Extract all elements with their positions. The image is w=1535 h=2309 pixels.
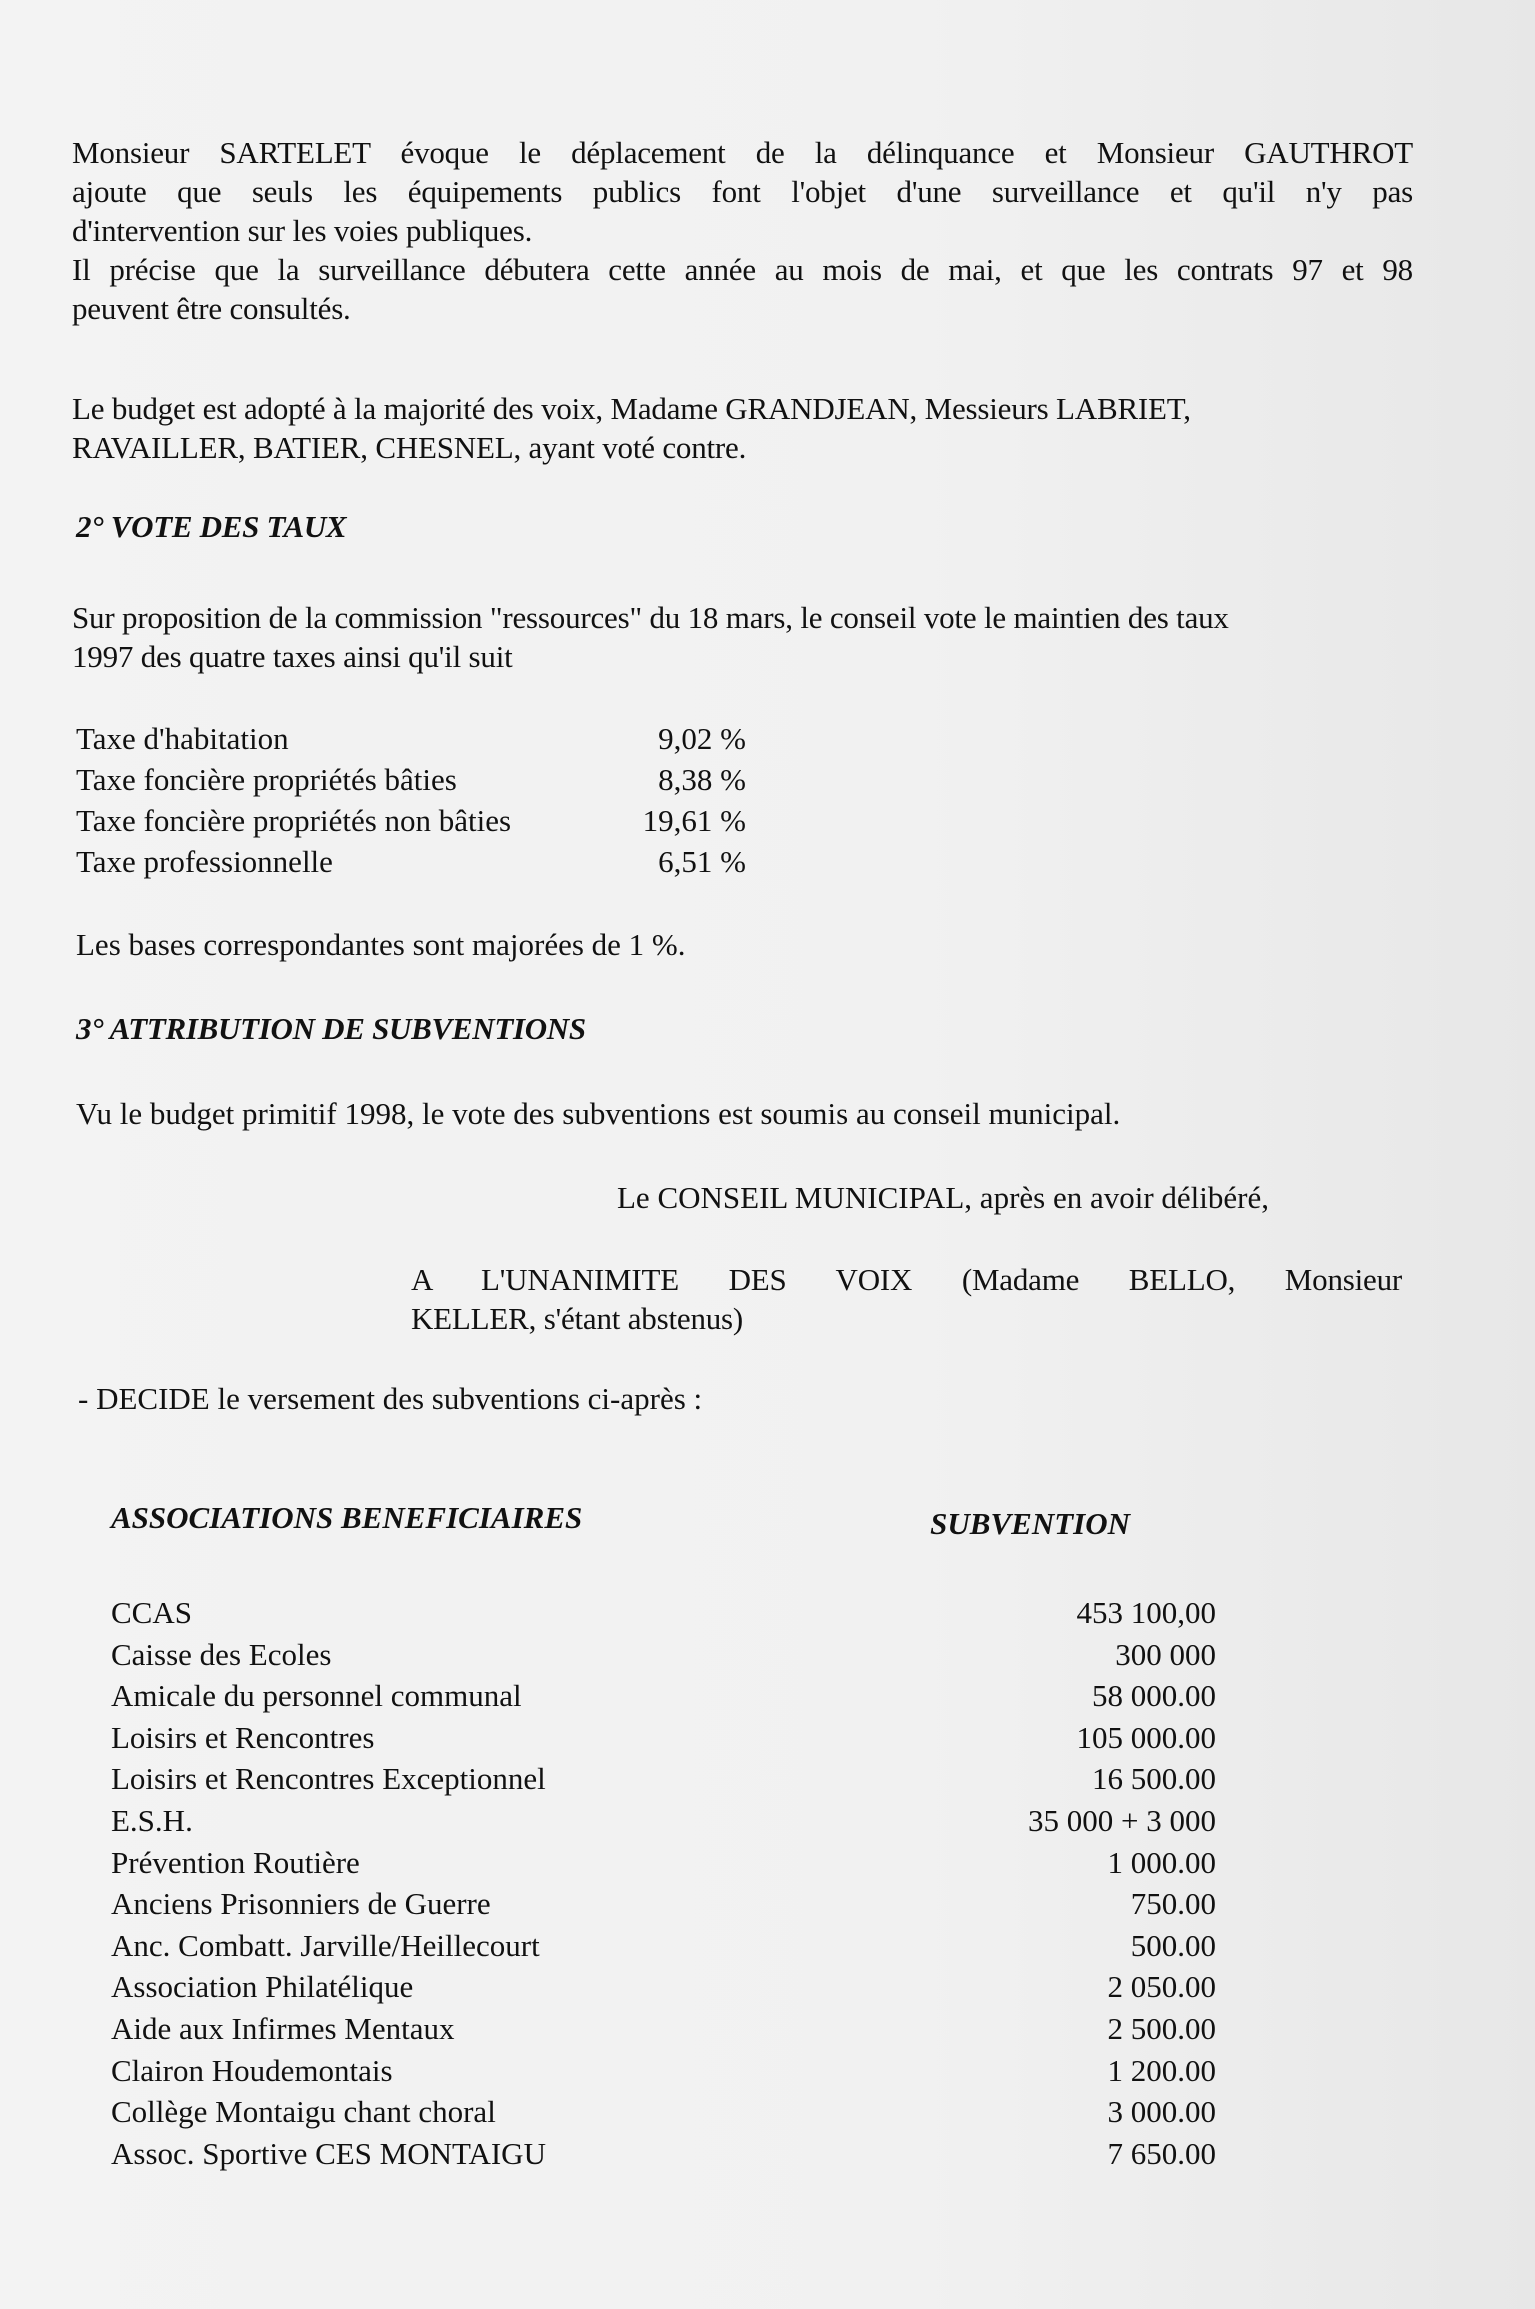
text-line: KELLER, s'étant abstenus) xyxy=(411,1301,744,1336)
column-header-associations: ASSOCIATIONS BENEFICIAIRES xyxy=(111,1500,583,1535)
tax-rate: 9,02 % xyxy=(658,721,746,756)
subvention-amount: 105 000.00 xyxy=(1076,1719,1216,1755)
tax-label: Taxe d'habitation xyxy=(76,721,289,756)
association-name: CCAS xyxy=(111,1595,192,1630)
association-name: Anciens Prisonniers de Guerre xyxy=(111,1886,491,1922)
text-line: peuvent être consultés. xyxy=(72,291,351,326)
association-name: Caisse des Ecoles xyxy=(111,1636,332,1672)
table-row xyxy=(111,1758,1216,1800)
table-row xyxy=(111,2091,1216,2133)
table-row xyxy=(111,1717,1216,1759)
table-row xyxy=(111,1883,1216,1925)
association-name: Association Philatélique xyxy=(111,1969,414,2005)
table-row xyxy=(111,2008,1216,2050)
tax-rates-table xyxy=(76,718,746,882)
subvention-amount: 750.00 xyxy=(1130,1886,1216,1922)
association-name: Loisirs et Rencontres Exceptionnel xyxy=(111,1761,546,1797)
table-body xyxy=(111,1592,1216,2174)
association-name: Amicale du personnel communal xyxy=(111,1678,522,1714)
association-name: Prévention Routière xyxy=(111,1844,360,1880)
tax-rate: 8,38 % xyxy=(658,762,746,797)
subvention-amount: 453 100,00 xyxy=(1076,1595,1216,1630)
subvention-amount: 16 500.00 xyxy=(1092,1761,1216,1797)
council-deliberation: Le CONSEIL MUNICIPAL, après en avoir délibéré, xyxy=(617,1180,1269,1215)
tax-row xyxy=(76,841,746,882)
paragraph-surveillance xyxy=(72,133,1413,328)
subvention-amount: 500.00 xyxy=(1130,1927,1216,1963)
association-name: Assoc. Sportive CES MONTAIGU xyxy=(111,2135,546,2171)
tax-label: Taxe foncière propriétés bâties xyxy=(76,762,457,797)
association-name: Clairon Houdemontais xyxy=(111,2052,393,2088)
text-line: RAVAILLER, BATIER, CHESNEL, ayant voté contre. xyxy=(72,430,747,465)
association-name: Collège Montaigu chant choral xyxy=(111,2094,496,2130)
subvention-amount: 1 200.00 xyxy=(1107,2052,1216,2088)
association-name: Aide aux Infirmes Mentaux xyxy=(111,2010,455,2046)
subvention-amount: 3 000.00 xyxy=(1107,2094,1216,2130)
tax-rate: 19,61 % xyxy=(642,803,746,838)
paragraph-taux-intro xyxy=(72,598,1432,676)
subvention-amount: 1 000.00 xyxy=(1107,1844,1216,1880)
text-line: d'intervention sur les voies publiques. xyxy=(72,213,533,248)
association-name: Loisirs et Rencontres xyxy=(111,1719,375,1755)
tax-label: Taxe foncière propriétés non bâties xyxy=(76,803,512,838)
table-row xyxy=(111,1592,1216,1634)
subvention-amount: 58 000.00 xyxy=(1092,1678,1216,1714)
text-line: Monsieur SARTELET évoque le déplacement de la délinquance et Monsieur GAUTHROT xyxy=(72,135,1413,170)
bases-note: Les bases correspondantes sont majorées de 1 %. xyxy=(76,927,686,962)
subventions-intro: Vu le budget primitif 1998, le vote des subventions est soumis au conseil municipal. xyxy=(76,1096,1121,1131)
text-line: ajoute que seuls les équipements publics font l'objet d'une surveillance et qu'il n'y pas xyxy=(72,174,1413,209)
column-header-subvention: SUBVENTION xyxy=(930,1506,1130,1541)
tax-rate: 6,51 % xyxy=(658,844,746,879)
association-name: E.S.H. xyxy=(111,1802,193,1838)
subvention-amount: 2 050.00 xyxy=(1107,1969,1216,2005)
decision-line: - DECIDE le versement des subventions ci-après : xyxy=(78,1381,703,1416)
section-heading-subventions: 3° ATTRIBUTION DE SUBVENTIONS xyxy=(76,1011,586,1046)
tax-label: Taxe professionnelle xyxy=(76,844,333,879)
table-row xyxy=(111,1966,1216,2008)
tax-row xyxy=(76,800,746,841)
table-row xyxy=(111,2050,1216,2092)
subvention-amount: 35 000 + 3 000 xyxy=(1028,1802,1216,1838)
section-heading-vote-des-taux: 2° VOTE DES TAUX xyxy=(76,509,347,544)
tax-row xyxy=(76,759,746,800)
table-row xyxy=(111,1925,1216,1967)
text-line: A L'UNANIMITE DES VOIX (Madame BELLO, Monsieur xyxy=(411,1262,1402,1297)
table-row xyxy=(111,2133,1216,2175)
vote-result xyxy=(411,1260,1402,1338)
association-name: Anc. Combatt. Jarville/Heillecourt xyxy=(111,1927,540,1963)
subvention-amount: 300 000 xyxy=(1115,1636,1216,1672)
paragraph-budget-vote xyxy=(72,389,1372,467)
table-header xyxy=(111,1500,1216,1540)
subvention-amount: 7 650.00 xyxy=(1107,2135,1216,2171)
text-line: Il précise que la surveillance débutera cette année au mois de mai, et que les contrats 97 et 98 xyxy=(72,252,1413,287)
table-row xyxy=(111,1675,1216,1717)
table-row xyxy=(111,1842,1216,1884)
subvention-amount: 2 500.00 xyxy=(1107,2010,1216,2046)
table-row xyxy=(111,1634,1216,1676)
table-row xyxy=(111,1800,1216,1842)
text-line: 1997 des quatre taxes ainsi qu'il suit xyxy=(72,639,513,674)
subventions-table xyxy=(111,1500,1216,2174)
text-line: Sur proposition de la commission "ressources" du 18 mars, le conseil vote le maintien des taux xyxy=(72,600,1229,635)
tax-row xyxy=(76,718,746,759)
text-line: Le budget est adopté à la majorité des voix, Madame GRANDJEAN, Messieurs LABRIET, xyxy=(72,391,1191,426)
